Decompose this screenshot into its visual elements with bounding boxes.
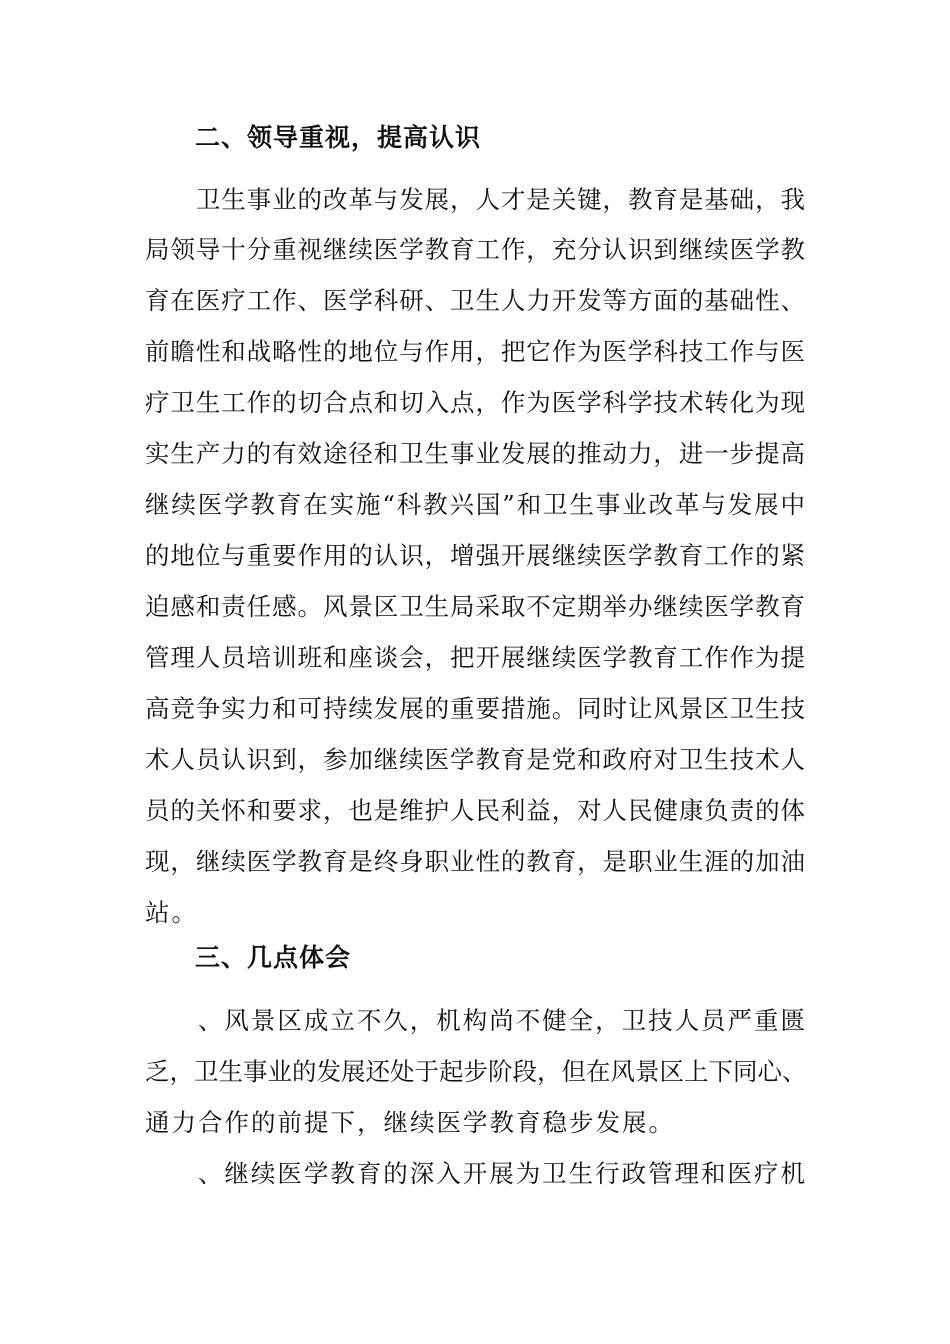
paragraph-line: 育在医疗工作、医学科研、卫生人力开发等方面的基础性、 (145, 286, 805, 315)
paragraph-line: 现，继续医学教育是终身职业性的教育，是职业生涯的加油 (145, 847, 805, 876)
paragraph-line: 卫生事业的改革与发展，人才是关键，教育是基础，我 (145, 185, 805, 214)
paragraph-line: 局领导十分重视继续医学教育工作，充分认识到继续医学教 (145, 235, 805, 264)
paragraph-line: 、风景区成立不久，机构尚不健全，卫技人员严重匮 (145, 1006, 805, 1035)
paragraph-line: 前瞻性和战略性的地位与作用，把它作为医学科技工作与医 (145, 337, 805, 366)
paragraph-line: 乏，卫生事业的发展还处于起步阶段，但在风景区上下同心、 (145, 1057, 807, 1086)
paragraph-line: 疗卫生工作的切合点和切入点，作为医学科学技术转化为现 (145, 388, 805, 417)
paragraph-line: 管理人员培训班和座谈会，把开展继续医学教育工作作为提 (145, 643, 805, 672)
paragraph-line: 实生产力的有效途径和卫生事业发展的推动力，进一步提高 (145, 439, 805, 468)
section-heading-2: 二、领导重视，提高认识 (195, 123, 482, 152)
paragraph-line: 员的关怀和要求，也是维护人民利益，对人民健康负责的体 (145, 796, 805, 825)
section-heading-3: 三、几点体会 (195, 943, 352, 972)
paragraph-line: 、继续医学教育的深入开展为卫生行政管理和医疗机 (145, 1159, 805, 1188)
paragraph-line: 继续医学教育在实施“科教兴国”和卫生事业改革与发展中 (145, 490, 805, 519)
paragraph-line: 通力合作的前提下，继续医学教育稳步发展。 (145, 1108, 675, 1137)
paragraph-line: 的地位与重要作用的认识，增强开展继续医学教育工作的紧 (145, 541, 805, 570)
paragraph-line: 术人员认识到，参加继续医学教育是党和政府对卫生技术人 (145, 745, 805, 774)
paragraph-line: 高竞争实力和可持续发展的重要措施。同时让风景区卫生技 (145, 694, 805, 723)
paragraph-line: 站。 (145, 898, 198, 927)
paragraph-line: 迫感和责任感。风景区卫生局采取不定期举办继续医学教育 (145, 592, 805, 621)
